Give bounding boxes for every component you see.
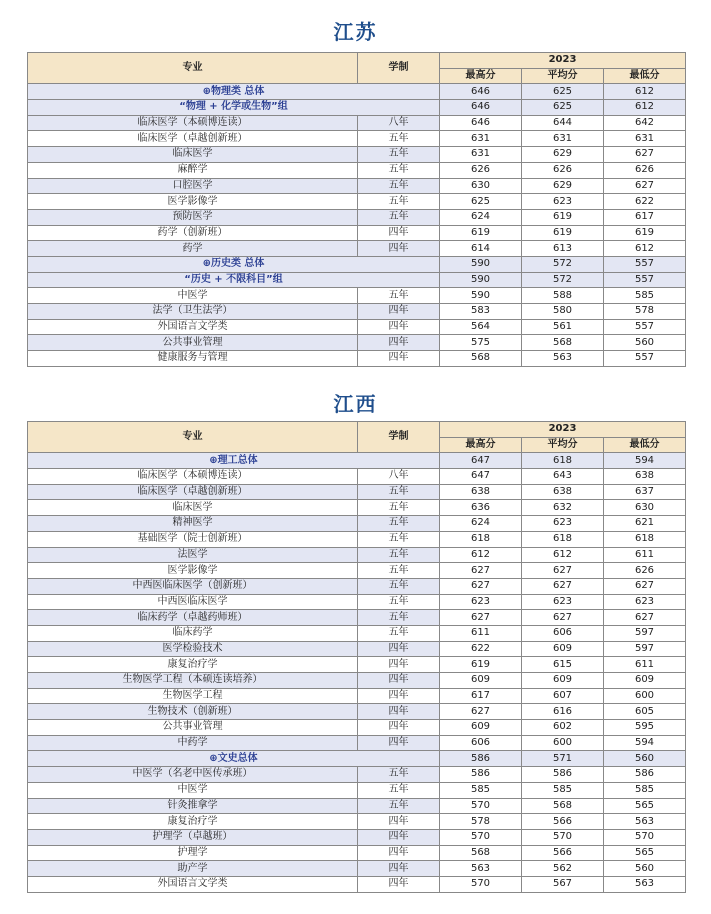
duration: 八年: [358, 115, 440, 131]
group-row: [28, 272, 686, 288]
avg-score: 586: [522, 767, 604, 783]
max-score: 586: [440, 751, 522, 767]
table-row: [28, 829, 686, 845]
avg-score: 562: [522, 861, 604, 877]
year-header: 2023: [440, 53, 686, 69]
table-row: [28, 688, 686, 704]
max-score: 623: [440, 594, 522, 610]
min-score: 585: [604, 288, 686, 304]
major-name: 法学（卫生法学）: [28, 304, 358, 320]
section-title-jiangxi: 江西: [333, 392, 378, 416]
table-row: [28, 876, 686, 892]
min-score: 631: [604, 131, 686, 147]
major-name: 麻醉学: [28, 162, 358, 178]
avg-score: 629: [522, 178, 604, 194]
group-label: “历史 + 不限科目”组: [28, 272, 440, 288]
table-row: [28, 178, 686, 194]
min-score: 638: [604, 469, 686, 485]
duration: 四年: [358, 304, 440, 320]
avg-score: 618: [522, 531, 604, 547]
avg-score: 568: [522, 798, 604, 814]
duration: 五年: [358, 547, 440, 563]
major-name: 临床药学（卓越药师班）: [28, 610, 358, 626]
min-score: 594: [604, 735, 686, 751]
avg-score: 567: [522, 876, 604, 892]
max-score: 618: [440, 531, 522, 547]
min-score: 557: [604, 319, 686, 335]
table-row: [28, 162, 686, 178]
duration: 四年: [358, 704, 440, 720]
duration: 五年: [358, 194, 440, 210]
table-row: [28, 209, 686, 225]
table-row: [28, 657, 686, 673]
max-score: 612: [440, 547, 522, 563]
major-name: 临床医学（本硕博连读）: [28, 115, 358, 131]
max-score: 568: [440, 351, 522, 367]
min-score: 612: [604, 241, 686, 257]
major-name: 临床医学: [28, 500, 358, 516]
max-score: 638: [440, 484, 522, 500]
max-score: 646: [440, 84, 522, 100]
major-name: 生物医学工程（本硕连读培养）: [28, 673, 358, 689]
avg-score: 563: [522, 351, 604, 367]
max-score: 624: [440, 516, 522, 532]
max-score: 631: [440, 147, 522, 163]
min-score: 557: [604, 272, 686, 288]
duration: 五年: [358, 131, 440, 147]
major-header: 专业: [28, 53, 358, 84]
table-row: [28, 720, 686, 736]
min-score: 611: [604, 547, 686, 563]
max-score: 564: [440, 319, 522, 335]
max-score: 590: [440, 272, 522, 288]
duration: 四年: [358, 861, 440, 877]
avg-score-header: 平均分: [522, 68, 604, 84]
max-score: 630: [440, 178, 522, 194]
avg-score: 602: [522, 720, 604, 736]
table-row: [28, 641, 686, 657]
major-name: 康复治疗学: [28, 814, 358, 830]
min-score-header: 最低分: [604, 437, 686, 453]
avg-score: 619: [522, 209, 604, 225]
avg-score: 588: [522, 288, 604, 304]
table-row: [28, 610, 686, 626]
duration: 四年: [358, 351, 440, 367]
major-name: 康复治疗学: [28, 657, 358, 673]
avg-score: 612: [522, 547, 604, 563]
max-score: 627: [440, 610, 522, 626]
avg-score: 625: [522, 84, 604, 100]
avg-score: 609: [522, 673, 604, 689]
max-score: 570: [440, 876, 522, 892]
avg-score: 585: [522, 782, 604, 798]
duration: 四年: [358, 319, 440, 335]
min-score: 642: [604, 115, 686, 131]
max-score: 627: [440, 563, 522, 579]
min-score: 585: [604, 782, 686, 798]
duration: 四年: [358, 225, 440, 241]
major-name: 外国语言文学类: [28, 319, 358, 335]
duration: 五年: [358, 610, 440, 626]
duration: 八年: [358, 469, 440, 485]
duration: 四年: [358, 688, 440, 704]
table-row: [28, 673, 686, 689]
duration-header: 学制: [358, 53, 440, 84]
avg-score: 627: [522, 610, 604, 626]
max-score: 590: [440, 256, 522, 272]
table-row: [28, 484, 686, 500]
max-score: 631: [440, 131, 522, 147]
major-name: 基础医学（院士创新班）: [28, 531, 358, 547]
avg-score: 625: [522, 100, 604, 116]
avg-score: 618: [522, 453, 604, 469]
avg-score: 632: [522, 500, 604, 516]
min-score: 619: [604, 225, 686, 241]
major-name: 精神医学: [28, 516, 358, 532]
duration: 五年: [358, 563, 440, 579]
max-score: 617: [440, 688, 522, 704]
table-row: [28, 531, 686, 547]
min-score: 627: [604, 178, 686, 194]
min-score: 563: [604, 814, 686, 830]
group-row: [28, 751, 686, 767]
major-name: 护理学（卓越班）: [28, 829, 358, 845]
group-row: [28, 100, 686, 116]
duration-header: 学制: [358, 422, 440, 453]
table-row: [28, 735, 686, 751]
table-row: [28, 115, 686, 131]
table-row: [28, 225, 686, 241]
table-row: [28, 704, 686, 720]
duration: 四年: [358, 814, 440, 830]
max-score: 583: [440, 304, 522, 320]
avg-score: 606: [522, 625, 604, 641]
duration: 五年: [358, 288, 440, 304]
max-score: 646: [440, 100, 522, 116]
max-score: 622: [440, 641, 522, 657]
max-score: 568: [440, 845, 522, 861]
max-score: 585: [440, 782, 522, 798]
duration: 五年: [358, 625, 440, 641]
header-row: [28, 422, 686, 438]
max-score: 627: [440, 704, 522, 720]
min-score: 557: [604, 256, 686, 272]
max-score: 570: [440, 798, 522, 814]
max-score-header: 最高分: [440, 68, 522, 84]
max-score-header: 最高分: [440, 437, 522, 453]
max-score: 570: [440, 829, 522, 845]
duration: 四年: [358, 845, 440, 861]
avg-score: 566: [522, 814, 604, 830]
table-row: [28, 845, 686, 861]
major-name: 医学影像学: [28, 194, 358, 210]
min-score: 586: [604, 767, 686, 783]
min-score: 563: [604, 876, 686, 892]
table-row: [28, 814, 686, 830]
avg-score: 572: [522, 272, 604, 288]
min-score: 627: [604, 610, 686, 626]
duration: 五年: [358, 531, 440, 547]
max-score: 627: [440, 578, 522, 594]
min-score: 623: [604, 594, 686, 610]
table-row: [28, 469, 686, 485]
group-row: [28, 84, 686, 100]
duration: 五年: [358, 162, 440, 178]
min-score: 565: [604, 798, 686, 814]
major-header: 专业: [28, 422, 358, 453]
max-score: 647: [440, 453, 522, 469]
major-name: 中西医临床医学: [28, 594, 358, 610]
duration: 五年: [358, 594, 440, 610]
duration: 四年: [358, 876, 440, 892]
avg-score: 570: [522, 829, 604, 845]
table-row: [28, 500, 686, 516]
min-score: 560: [604, 751, 686, 767]
duration: 四年: [358, 641, 440, 657]
major-name: 针灸推拿学: [28, 798, 358, 814]
major-name: 药学（创新班）: [28, 225, 358, 241]
avg-score: 609: [522, 641, 604, 657]
avg-score: 571: [522, 751, 604, 767]
score-table-jiangxi: [27, 421, 686, 893]
min-score: 617: [604, 209, 686, 225]
min-score-header: 最低分: [604, 68, 686, 84]
duration: 四年: [358, 720, 440, 736]
table-row: [28, 547, 686, 563]
avg-score: 566: [522, 845, 604, 861]
section-title-jiangsu: 江苏: [333, 20, 378, 44]
year-header: 2023: [440, 422, 686, 438]
major-name: 生物医学工程: [28, 688, 358, 704]
group-label: ⊕理工总体: [28, 453, 440, 469]
min-score: 627: [604, 147, 686, 163]
duration: 四年: [358, 657, 440, 673]
major-name: 助产学: [28, 861, 358, 877]
max-score: 625: [440, 194, 522, 210]
max-score: 646: [440, 115, 522, 131]
duration: 五年: [358, 578, 440, 594]
max-score: 563: [440, 861, 522, 877]
max-score: 624: [440, 209, 522, 225]
min-score: 605: [604, 704, 686, 720]
major-name: 中医学（名老中医传承班）: [28, 767, 358, 783]
min-score: 626: [604, 563, 686, 579]
avg-score: 626: [522, 162, 604, 178]
major-name: 中医学: [28, 782, 358, 798]
table-row: [28, 335, 686, 351]
group-label: ⊕物理类 总体: [28, 84, 440, 100]
major-name: 医学影像学: [28, 563, 358, 579]
min-score: 595: [604, 720, 686, 736]
min-score: 626: [604, 162, 686, 178]
major-name: 预防医学: [28, 209, 358, 225]
table-row: [28, 241, 686, 257]
avg-score: 629: [522, 147, 604, 163]
min-score: 618: [604, 531, 686, 547]
max-score: 619: [440, 657, 522, 673]
avg-score: 580: [522, 304, 604, 320]
table-row: [28, 782, 686, 798]
min-score: 557: [604, 351, 686, 367]
duration: 四年: [358, 241, 440, 257]
min-score: 637: [604, 484, 686, 500]
major-name: 口腔医学: [28, 178, 358, 194]
max-score: 606: [440, 735, 522, 751]
table-row: [28, 798, 686, 814]
major-name: 生物技术（创新班）: [28, 704, 358, 720]
table-row: [28, 767, 686, 783]
table-row: [28, 625, 686, 641]
group-label: ⊕历史类 总体: [28, 256, 440, 272]
max-score: 586: [440, 767, 522, 783]
avg-score: 607: [522, 688, 604, 704]
duration: 五年: [358, 798, 440, 814]
major-name: 护理学: [28, 845, 358, 861]
duration: 四年: [358, 735, 440, 751]
max-score: 611: [440, 625, 522, 641]
table-row: [28, 131, 686, 147]
avg-score: 644: [522, 115, 604, 131]
major-name: 临床医学（本硕博连读）: [28, 469, 358, 485]
duration: 四年: [358, 829, 440, 845]
min-score: 560: [604, 335, 686, 351]
avg-score: 638: [522, 484, 604, 500]
table-row: [28, 194, 686, 210]
avg-score: 619: [522, 225, 604, 241]
min-score: 621: [604, 516, 686, 532]
major-name: 健康服务与管理: [28, 351, 358, 367]
min-score: 594: [604, 453, 686, 469]
table-row: [28, 516, 686, 532]
avg-score: 623: [522, 516, 604, 532]
table-row: [28, 351, 686, 367]
major-name: 公共事业管理: [28, 720, 358, 736]
major-name: 临床医学: [28, 147, 358, 163]
avg-score: 561: [522, 319, 604, 335]
min-score: 560: [604, 861, 686, 877]
duration: 五年: [358, 782, 440, 798]
max-score: 619: [440, 225, 522, 241]
avg-score: 627: [522, 578, 604, 594]
duration: 五年: [358, 147, 440, 163]
major-name: 医学检验技术: [28, 641, 358, 657]
min-score: 597: [604, 625, 686, 641]
max-score: 626: [440, 162, 522, 178]
major-name: 中医学: [28, 288, 358, 304]
group-row: [28, 453, 686, 469]
min-score: 565: [604, 845, 686, 861]
duration: 五年: [358, 516, 440, 532]
group-label: ⊕文史总体: [28, 751, 440, 767]
table-row: [28, 594, 686, 610]
min-score: 627: [604, 578, 686, 594]
major-name: 临床医学（卓越创新班）: [28, 484, 358, 500]
min-score: 597: [604, 641, 686, 657]
table-row: [28, 288, 686, 304]
min-score: 570: [604, 829, 686, 845]
table-row: [28, 861, 686, 877]
avg-score: 613: [522, 241, 604, 257]
major-name: 临床医学（卓越创新班）: [28, 131, 358, 147]
avg-score: 572: [522, 256, 604, 272]
duration: 四年: [358, 335, 440, 351]
header-row: [28, 53, 686, 69]
major-name: 公共事业管理: [28, 335, 358, 351]
min-score: 622: [604, 194, 686, 210]
score-table-jiangsu: [27, 52, 686, 367]
max-score: 647: [440, 469, 522, 485]
min-score: 611: [604, 657, 686, 673]
max-score: 575: [440, 335, 522, 351]
min-score: 612: [604, 100, 686, 116]
avg-score: 568: [522, 335, 604, 351]
duration: 五年: [358, 209, 440, 225]
major-name: 药学: [28, 241, 358, 257]
min-score: 609: [604, 673, 686, 689]
max-score: 609: [440, 673, 522, 689]
avg-score: 600: [522, 735, 604, 751]
max-score: 578: [440, 814, 522, 830]
min-score: 612: [604, 84, 686, 100]
major-name: 外国语言文学类: [28, 876, 358, 892]
max-score: 590: [440, 288, 522, 304]
table-row: [28, 563, 686, 579]
duration: 五年: [358, 500, 440, 516]
min-score: 630: [604, 500, 686, 516]
major-name: 中西医临床医学（创新班）: [28, 578, 358, 594]
min-score: 578: [604, 304, 686, 320]
min-score: 600: [604, 688, 686, 704]
duration: 四年: [358, 673, 440, 689]
duration: 五年: [358, 767, 440, 783]
duration: 五年: [358, 178, 440, 194]
table-row: [28, 578, 686, 594]
avg-score: 643: [522, 469, 604, 485]
max-score: 609: [440, 720, 522, 736]
duration: 五年: [358, 484, 440, 500]
major-name: 中药学: [28, 735, 358, 751]
avg-score-header: 平均分: [522, 437, 604, 453]
avg-score: 623: [522, 194, 604, 210]
table-row: [28, 319, 686, 335]
table-row: [28, 147, 686, 163]
avg-score: 623: [522, 594, 604, 610]
max-score: 614: [440, 241, 522, 257]
avg-score: 631: [522, 131, 604, 147]
avg-score: 615: [522, 657, 604, 673]
major-name: 临床药学: [28, 625, 358, 641]
group-row: [28, 256, 686, 272]
avg-score: 616: [522, 704, 604, 720]
avg-score: 627: [522, 563, 604, 579]
major-name: 法医学: [28, 547, 358, 563]
max-score: 636: [440, 500, 522, 516]
group-label: “物理 + 化学或生物”组: [28, 100, 440, 116]
table-row: [28, 304, 686, 320]
